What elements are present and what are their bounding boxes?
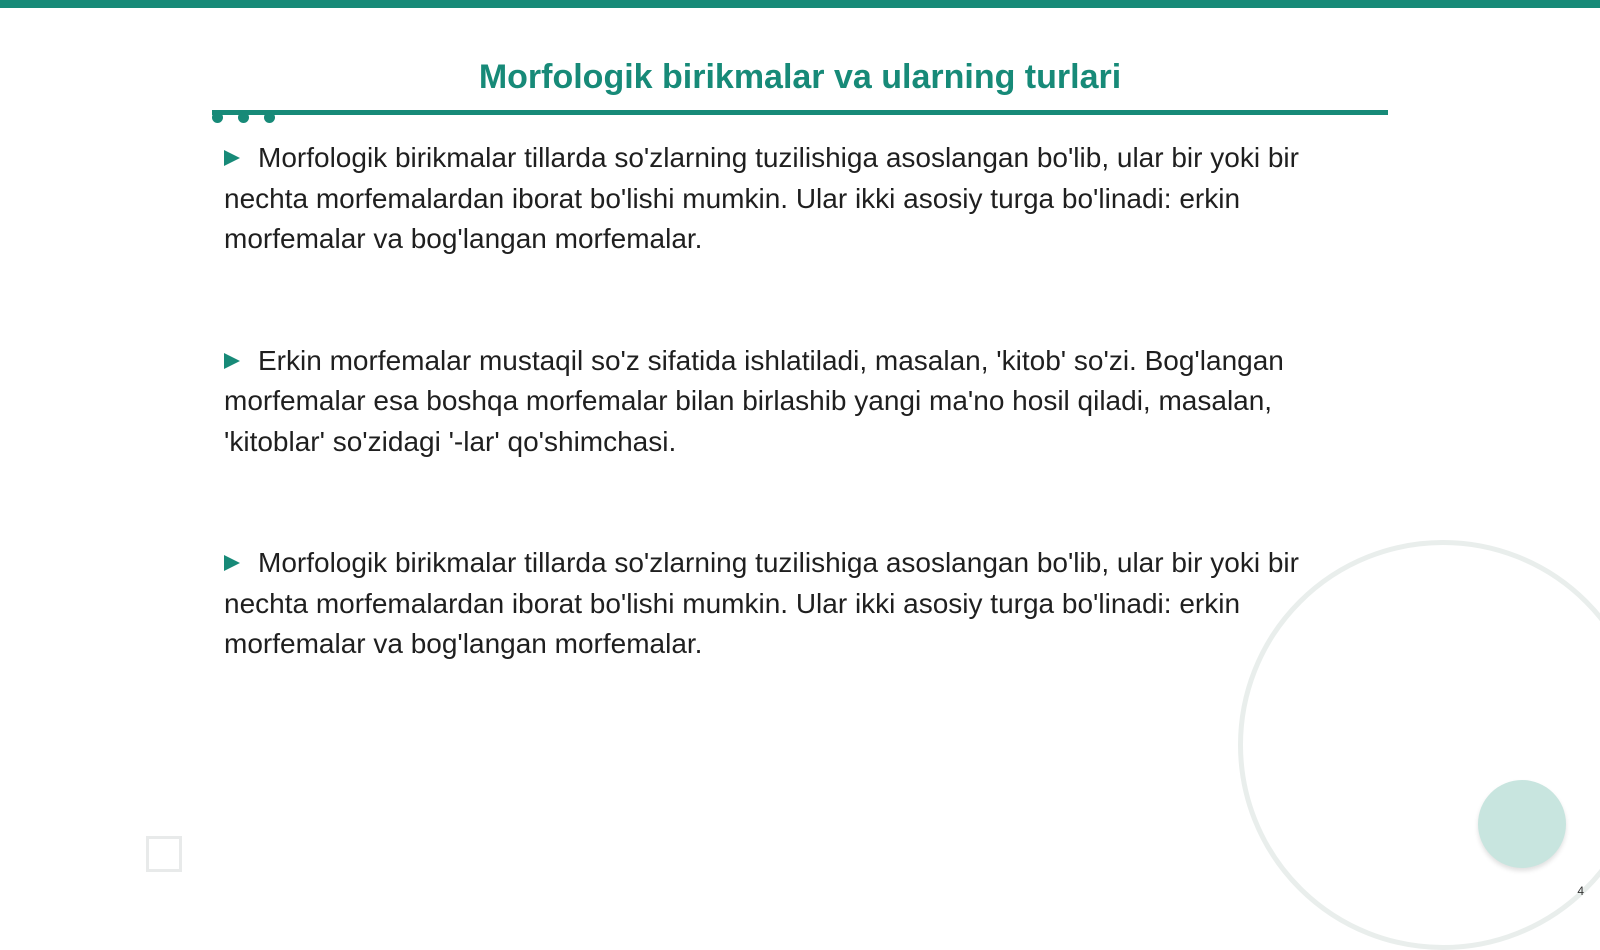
bullet-paragraph (224, 543, 1374, 665)
dot-decoration (264, 112, 275, 123)
paragraph-text: Erkin morfemalar mustaqil so'z sifatida ishlatiladi, masalan, 'kitob' so'zi. Bog'langan morfemalar esa boshqa morfemalar bilan birlashib yangi ma'no hosil qiladi, masalan, 'kitoblar' so'zidagi '-lar' qo'shimchasi. (224, 344, 1284, 457)
underline-dots (212, 112, 292, 124)
page-number: 4 (1577, 884, 1584, 898)
triangle-bullet-icon (224, 353, 240, 369)
triangle-bullet-icon (224, 150, 240, 166)
paragraph-text: Morfologik birikmalar tillarda so'zlarning tuzilishiga asoslangan bo'lib, ular bir yoki bir nechta morfemalardan iborat bo'lishi mumkin. Ular ikki asosiy turga bo'linadi: erkin morfemalar va bog'langan morfemalar. (224, 547, 1299, 659)
triangle-bullet-icon (224, 555, 240, 571)
slide-content (224, 138, 1374, 746)
paragraph-text: Morfologik birikmalar tillarda so'zlarning tuzilishiga asoslangan bo'lib, ular bir yoki bir nechta morfemalardan iborat bo'lishi mumkin. Ular ikki asosiy turga bo'linadi: erkin morfemalar va bog'langan morfemalar. (224, 142, 1299, 254)
top-accent-bar (0, 0, 1600, 8)
title-underline (212, 110, 1388, 115)
slide-title: Morfologik birikmalar va ularning turlari (478, 58, 1122, 96)
decorative-square (146, 836, 182, 872)
dot-decoration (238, 112, 249, 123)
dot-decoration (212, 112, 223, 123)
bullet-paragraph (224, 341, 1374, 463)
bullet-paragraph (224, 138, 1374, 260)
decorative-circle (1478, 780, 1566, 868)
